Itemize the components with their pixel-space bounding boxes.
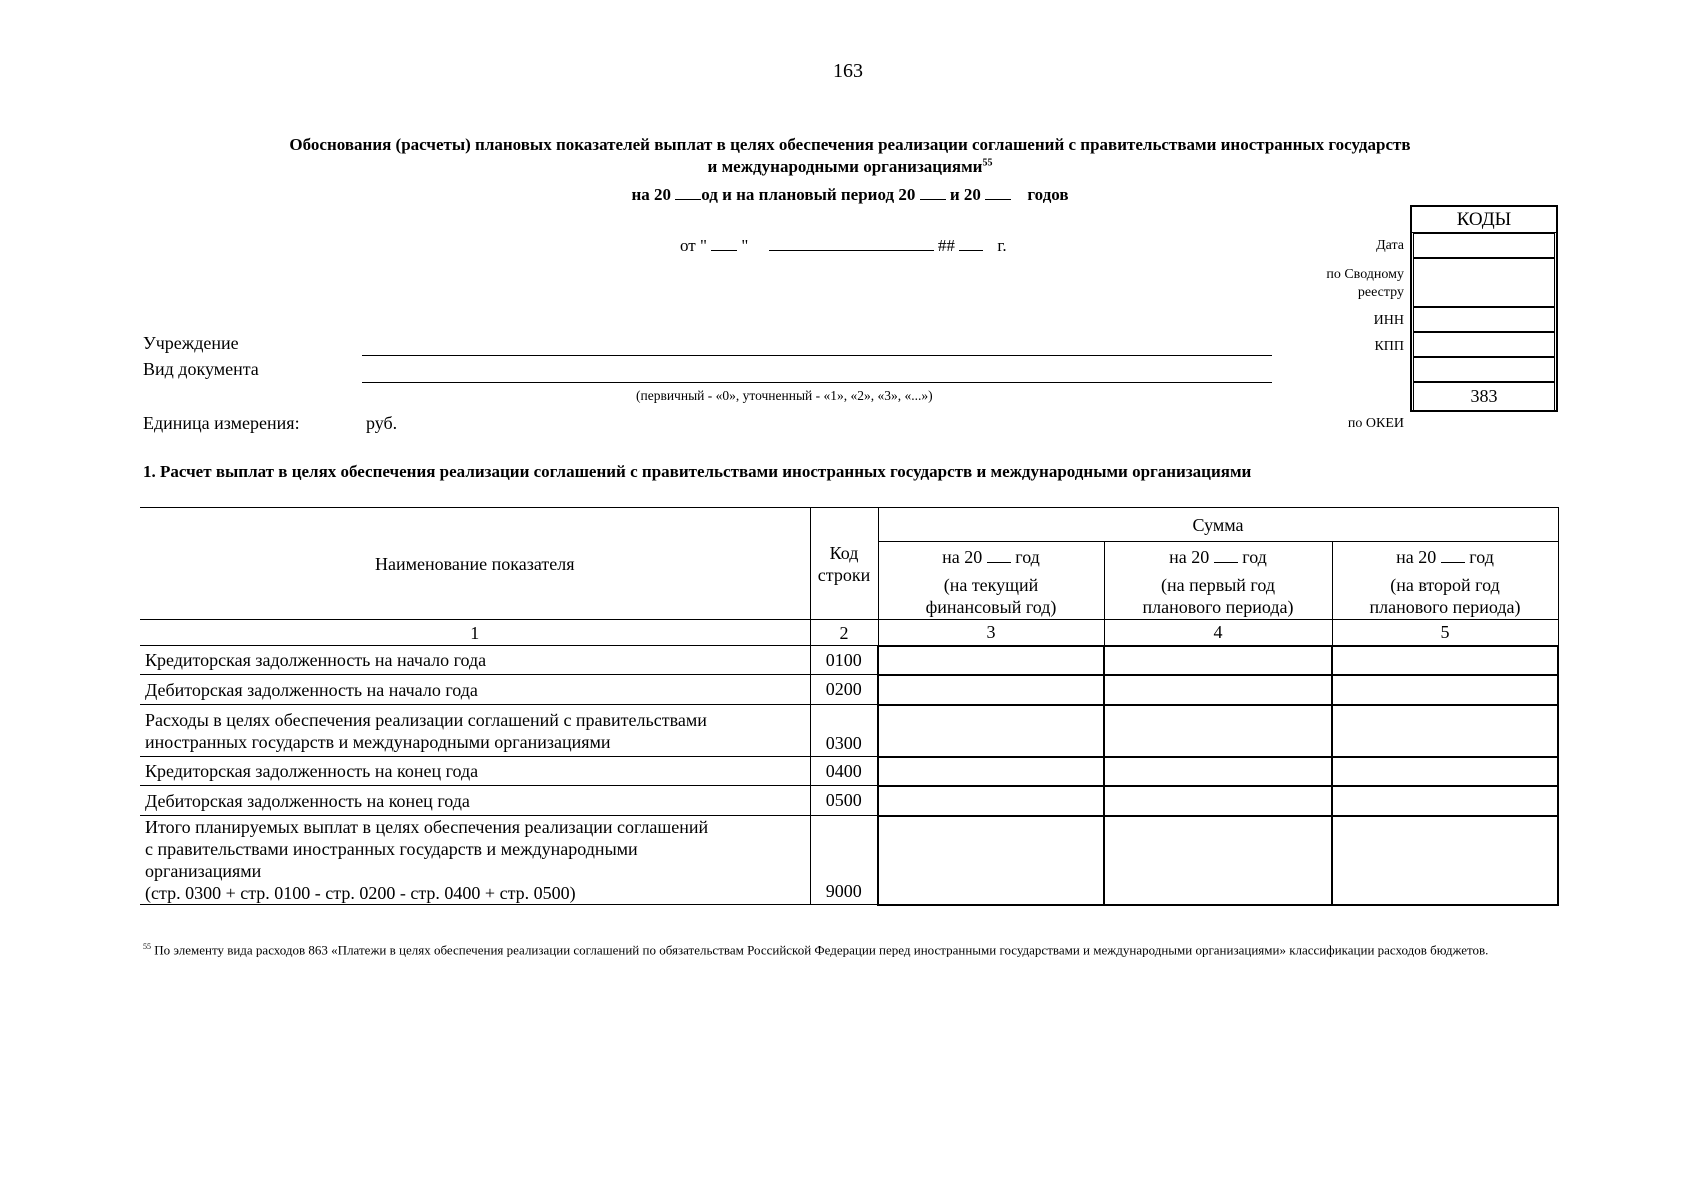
table-row <box>140 646 1558 675</box>
col3-year-prefix: на 20 <box>942 546 983 567</box>
value-cell[interactable] <box>1332 816 1558 905</box>
column-number-2: 2 <box>810 620 878 646</box>
period-part-2: од и на плановый период 20 <box>701 185 916 204</box>
header-code <box>810 508 878 620</box>
header-name: Наименование показателя <box>140 508 810 620</box>
col5-year-prefix: на 20 <box>1396 546 1437 567</box>
code-label-registry-1: по Сводному <box>1326 267 1404 282</box>
value-cell[interactable] <box>1104 705 1332 757</box>
code-registry-cell[interactable] <box>1413 258 1555 307</box>
header-col5-note1: (на второй год <box>1390 574 1500 595</box>
form-title-line2 <box>100 157 1600 177</box>
header-col5-note2: планового периода) <box>1369 596 1521 617</box>
col5-year-suffix: год <box>1469 546 1494 567</box>
column-number-1: 1 <box>140 620 810 646</box>
col3-year-blank[interactable] <box>987 544 1011 563</box>
footnote <box>143 938 1563 958</box>
row-code: 0300 <box>810 705 878 757</box>
year-blank[interactable] <box>959 232 983 251</box>
value-cell[interactable] <box>878 816 1104 905</box>
value-cell[interactable] <box>1104 786 1332 816</box>
row-code: 0400 <box>810 757 878 786</box>
col3-year-suffix: год <box>1015 546 1040 567</box>
year-blank-current[interactable] <box>675 181 701 200</box>
document-date-line <box>680 232 1007 256</box>
value-cell[interactable] <box>878 705 1104 757</box>
row-name-line1: Расходы в целях обеспечения реализации соглашений с правительствами <box>145 709 707 730</box>
codes-header: КОДЫ <box>1412 207 1556 233</box>
column-number-4: 4 <box>1104 620 1332 646</box>
row-name: Дебиторская задолженность на начало года <box>140 675 810 705</box>
header-col4 <box>1104 542 1332 620</box>
header-col3 <box>878 542 1104 620</box>
total-name <box>140 816 810 905</box>
code-label-inn: ИНН <box>1373 313 1404 328</box>
period-part-4: годов <box>1027 185 1069 204</box>
date-mid: ## <box>937 236 955 255</box>
codes-box <box>1410 205 1558 412</box>
code-label-date: Дата <box>1376 238 1404 253</box>
col4-year-blank[interactable] <box>1214 544 1238 563</box>
form-title-line1: Обоснования (расчеты) плановых показателей выплат в целях обеспечения реализации соглашений с правительствами иностранных государств <box>289 135 1411 154</box>
period-part-3: и 20 <box>949 185 981 204</box>
table-row <box>140 757 1558 786</box>
institution-input[interactable] <box>362 355 1272 356</box>
row-code: 0100 <box>810 646 878 675</box>
document-type-label: Вид документа <box>143 359 259 379</box>
row-code: 0500 <box>810 786 878 816</box>
value-cell[interactable] <box>1104 646 1332 675</box>
table-total-row <box>140 816 1558 905</box>
value-cell[interactable] <box>1104 757 1332 786</box>
header-sum: Сумма <box>878 508 1558 542</box>
total-name-line2: с правительствами иностранных государств и международными <box>145 839 638 859</box>
year-blank-first[interactable] <box>920 181 946 200</box>
code-label-registry-2: реестру <box>1357 285 1404 300</box>
code-doc-type-cell[interactable] <box>1413 357 1555 382</box>
code-date-cell[interactable] <box>1413 233 1555 258</box>
value-cell[interactable] <box>1332 646 1558 675</box>
value-cell[interactable] <box>1332 757 1558 786</box>
header-col5-year <box>1333 544 1558 568</box>
form-title-line2-text: и международными организациями <box>707 157 983 176</box>
section-title: 1. Расчет выплат в целях обеспечения реализации соглашений с правительствами иностранных государств и международными организациями <box>143 462 1252 481</box>
footnote-text: По элементу вида расходов 863 «Платежи в целях обеспечения реализации соглашений по обязательствам Российской Федерации перед иностранными государствами и международными организациями» классификации расходов бюджетов. <box>154 942 1489 958</box>
total-code: 9000 <box>810 816 878 905</box>
table-row <box>140 705 1558 757</box>
form-title-period <box>100 181 1600 205</box>
column-number-5: 5 <box>1332 620 1558 646</box>
total-name-line4: (стр. 0300 + стр. 0100 - стр. 0200 - стр. 0400 + стр. 0500) <box>145 883 576 903</box>
col5-year-blank[interactable] <box>1441 544 1465 563</box>
header-col4-year <box>1105 544 1332 568</box>
code-okei-cell[interactable]: 383 <box>1413 382 1555 410</box>
date-quote-close: " <box>741 236 749 255</box>
header-col4-note1: (на первый год <box>1160 574 1276 595</box>
column-numbers-row <box>140 620 1558 646</box>
value-cell[interactable] <box>1104 675 1332 705</box>
value-cell[interactable] <box>878 786 1104 816</box>
row-name <box>140 705 810 757</box>
row-code: 0200 <box>810 675 878 705</box>
header-col4-note2: планового периода) <box>1142 596 1294 617</box>
code-label-okei: по ОКЕИ <box>1347 416 1404 431</box>
header-col3-note1: (на текущий <box>943 574 1039 595</box>
total-name-line1: Итого планируемых выплат в целях обеспечения реализации соглашений <box>145 817 709 837</box>
row-name: Дебиторская задолженность на конец года <box>140 786 810 816</box>
value-cell[interactable] <box>1332 675 1558 705</box>
title-footnote-ref: 55 <box>982 157 993 169</box>
column-number-3: 3 <box>878 620 1104 646</box>
header-code-line2: строки <box>817 564 871 585</box>
row-name-line2: иностранных государств и международными организациями <box>145 731 611 752</box>
document-type-hint: (первичный - «0», уточненный - «1», «2», «3», «...») <box>636 388 933 403</box>
payments-table <box>140 507 1559 906</box>
footnote-number: 55 <box>143 942 151 951</box>
value-cell[interactable] <box>878 646 1104 675</box>
year-blank-second[interactable] <box>985 181 1011 200</box>
unit-value: руб. <box>366 413 398 433</box>
day-blank[interactable] <box>711 232 737 251</box>
date-prefix: от " <box>680 236 707 255</box>
table-row <box>140 675 1558 705</box>
row-name: Кредиторская задолженность на конец года <box>140 757 810 786</box>
row-name: Кредиторская задолженность на начало года <box>140 646 810 675</box>
header-code-line1: Код <box>829 542 859 563</box>
month-blank[interactable] <box>769 232 934 251</box>
header-col3-year <box>879 544 1104 568</box>
col4-year-suffix: год <box>1242 546 1267 567</box>
value-cell[interactable] <box>1332 786 1558 816</box>
period-part-1: на 20 <box>631 185 671 204</box>
table-header-row-1 <box>140 508 1558 542</box>
table-row <box>140 786 1558 816</box>
header-col5 <box>1332 542 1558 620</box>
col4-year-prefix: на 20 <box>1169 546 1210 567</box>
code-kpp-cell[interactable] <box>1413 332 1555 357</box>
value-cell[interactable] <box>1104 816 1332 905</box>
value-cell[interactable] <box>878 757 1104 786</box>
unit-label: Единица измерения: <box>143 413 300 433</box>
value-cell[interactable] <box>878 675 1104 705</box>
institution-label: Учреждение <box>143 333 239 353</box>
value-cell[interactable] <box>1332 705 1558 757</box>
date-suffix: г. <box>997 236 1007 255</box>
code-label-kpp: КПП <box>1374 339 1404 354</box>
document-type-input[interactable] <box>362 382 1272 383</box>
page-number: 163 <box>833 60 863 82</box>
code-inn-cell[interactable] <box>1413 307 1555 332</box>
header-col3-note2: финансовый год) <box>925 596 1057 617</box>
total-name-line3: организациями <box>145 861 262 881</box>
